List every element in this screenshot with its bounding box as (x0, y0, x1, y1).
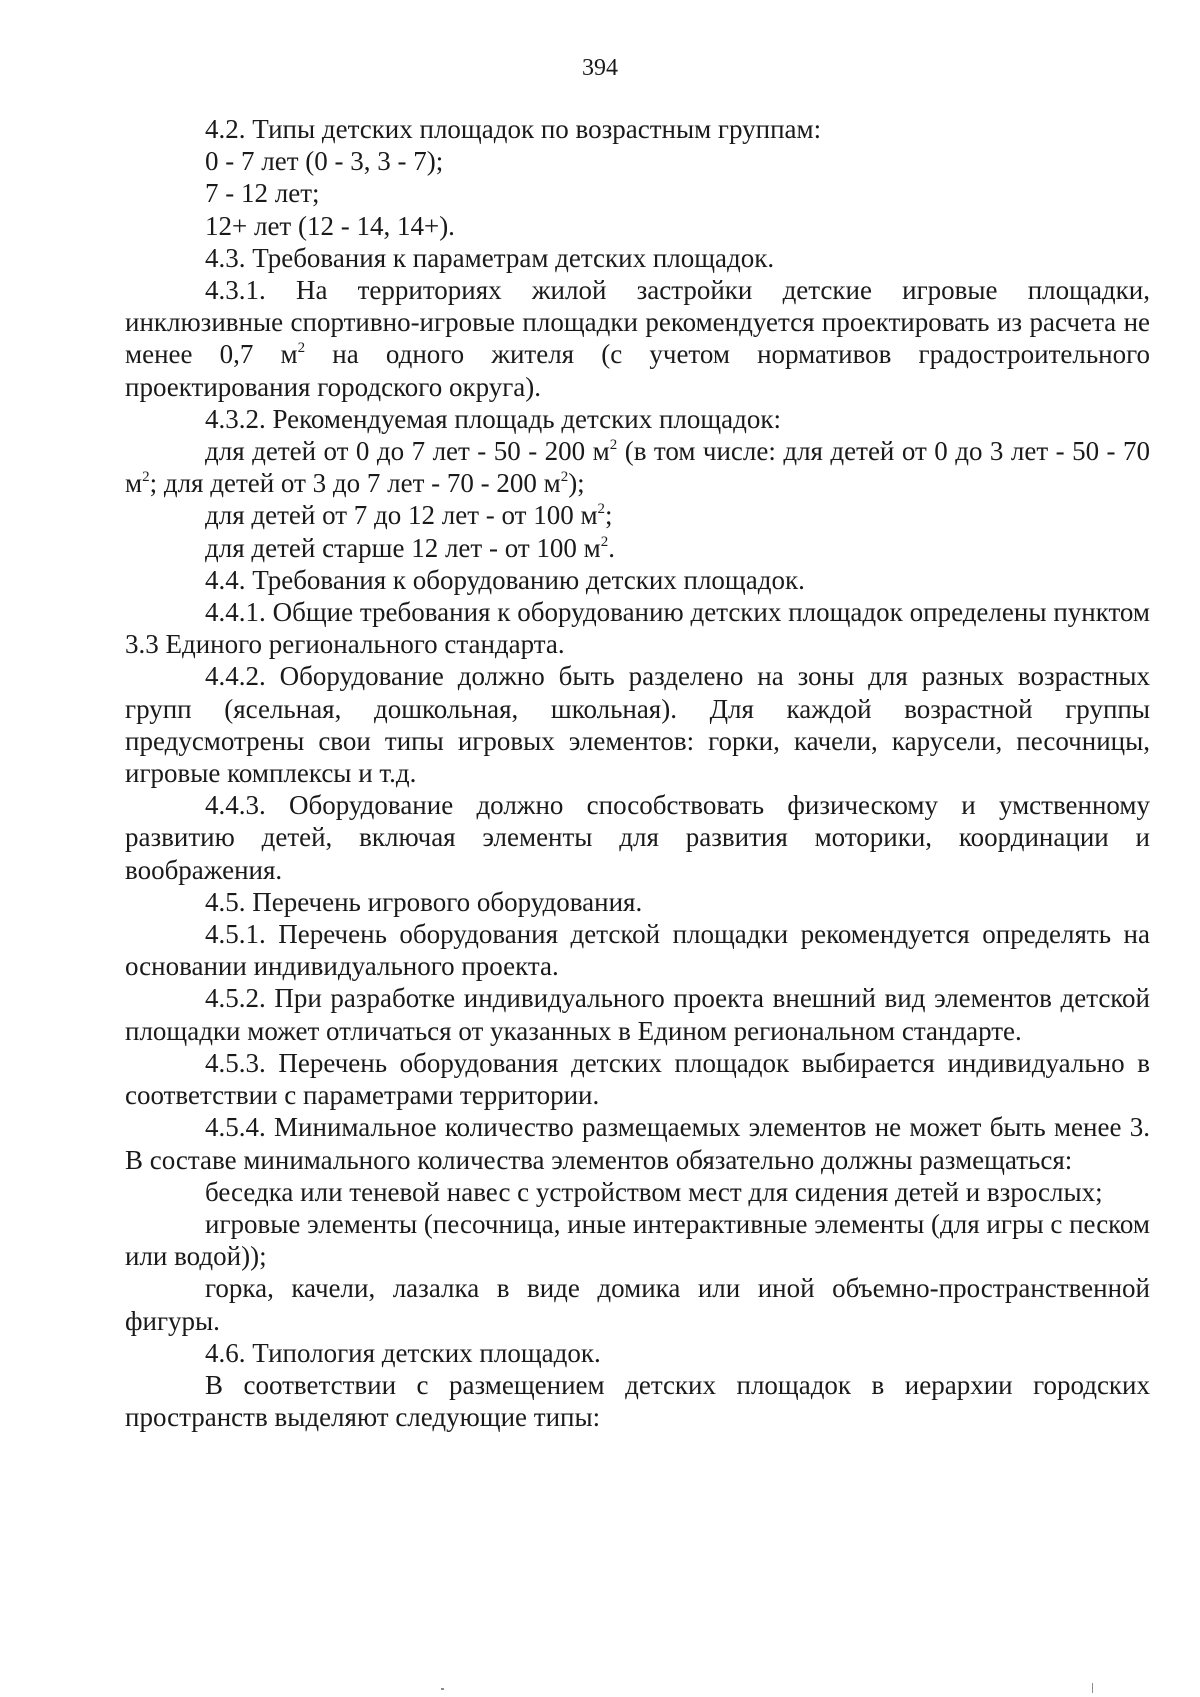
paragraph-4-3-1-text-a: 4.3.1. На территориях жилой застройки детские игровые площадки, инклюзивные спортивно-игровые площадки рекомендуется проектировать из расчета не менее 0,7 м (125, 275, 1150, 370)
age-group-12-plus: 12+ лет (12 - 14, 14+). (205, 210, 455, 241)
area-children-0-7-text-b: (в том числе: для детей от 0 до 3 лет - 50 - 70 м (125, 436, 1151, 499)
scan-artifact (1092, 1683, 1093, 1693)
square-superscript: 2 (297, 340, 306, 357)
section-4-5-heading: 4.5. Перечень игрового оборудования. (205, 886, 643, 917)
section-4-4-heading: 4.4. Требования к оборудованию детских площадок. (205, 564, 805, 595)
square-superscript: 2 (560, 469, 569, 486)
area-children-12-plus (125, 532, 1150, 564)
area-children-0-7-text-d: ); (568, 468, 585, 499)
section-4-3-2-heading: 4.3.2. Рекомендуемая площадь детских площадок: (205, 403, 782, 434)
square-superscript: 2 (600, 533, 609, 550)
area-children-7-12 (125, 499, 1150, 531)
age-group-0-7: 0 - 7 лет (0 - 3, 3 - 7); (205, 146, 444, 177)
paragraph-4-5-4: 4.5.4. Минимальное количество размещаемых элементов не может быть менее 3. В составе минимального количества элементов обязательно должны размещаться: (125, 1112, 1150, 1175)
area-children-12-plus-text-a: для детей старше 12 лет - от 100 м (205, 532, 601, 563)
scan-artifact (441, 1688, 444, 1690)
square-superscript: 2 (597, 501, 606, 518)
section-4-6-heading: 4.6. Типология детских площадок. (205, 1337, 601, 1368)
paragraph-4-3-1-text-b: на одного жителя (с учетом нормативов градостроительного проектирования городского округа). (125, 339, 1150, 402)
paragraph-4-6-intro: В соответствии с размещением детских площадок в иерархии городских пространств выделяют следующие типы: (125, 1369, 1150, 1433)
required-element-slide: горка, качели, лазалка в виде домика или иной объемно-пространственной фигуры. (125, 1273, 1150, 1336)
paragraph-4-5-2: 4.5.2. При разработке индивидуального проекта внешний вид элементов детской площадки может отличаться от указанных в Едином региональном стандарте. (125, 983, 1150, 1046)
section-4-3-heading: 4.3. Требования к параметрам детских площадок. (205, 242, 775, 273)
area-children-12-plus-text-b: . (608, 532, 615, 563)
square-superscript: 2 (609, 437, 618, 454)
document-body (125, 113, 1150, 1433)
paragraph-4-3-1 (125, 274, 1150, 403)
paragraph-4-4-2: 4.4.2. Оборудование должно быть разделено на зоны для разных возрастных групп (ясельная, дошкольная, школьная). Для каждой возрастной группы предусмотрены свои типы игровых элементов: горки, качели, карусели, песочницы, игровые комплексы и т.д. (125, 661, 1150, 789)
area-children-7-12-text-b: ; (605, 500, 613, 531)
section-4-2-heading: 4.2. Типы детских площадок по возрастным группам: (205, 114, 822, 144)
area-children-0-7-text-c: ; для детей от 3 до 7 лет - 70 - 200 м (149, 468, 561, 499)
paragraph-4-5-1: 4.5.1. Перечень оборудования детской площадки рекомендуется определять на основании индивидуального проекта. (125, 919, 1150, 982)
area-children-0-7 (125, 435, 1150, 499)
paragraph-4-5-3: 4.5.3. Перечень оборудования детских площадок выбирается индивидуально в соответствии с параметрами территории. (125, 1047, 1150, 1111)
page-number: 394 (582, 55, 618, 81)
square-superscript: 2 (142, 469, 150, 486)
required-element-play: игровые элементы (песочница, иные интерактивные элементы (для игры с песком или водой)); (125, 1208, 1150, 1272)
paragraph-4-4-1: 4.4.1. Общие требования к оборудованию детских площадок определены пунктом 3.3 Единого регионального стандарта. (125, 597, 1150, 660)
age-group-7-12: 7 - 12 лет; (205, 178, 320, 209)
area-children-7-12-text-a: для детей от 7 до 12 лет - от 100 м (205, 500, 598, 531)
paragraph-4-4-3: 4.4.3. Оборудование должно способствовать физическому и умственному развитию детей, включая элементы для развития моторики, координации и воображения. (125, 790, 1150, 885)
required-element-gazebo: беседка или теневой навес с устройством мест для сидения детей и взрослых; (205, 1176, 1103, 1207)
area-children-0-7-text-a: для детей от 0 до 7 лет - 50 - 200 м (205, 436, 610, 467)
